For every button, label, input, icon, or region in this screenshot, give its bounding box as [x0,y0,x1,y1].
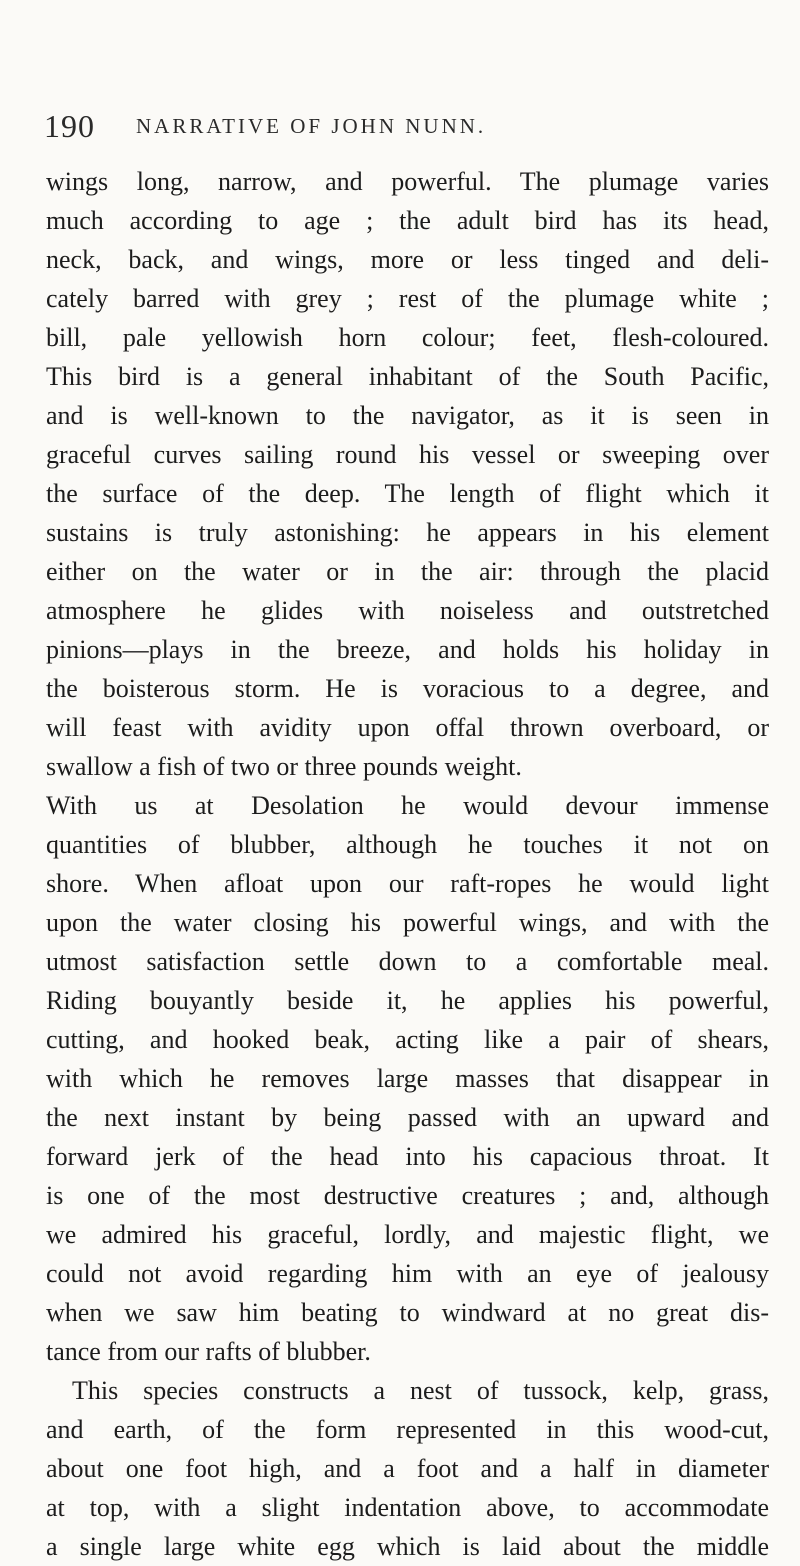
text-line: about one foot high, and a foot and a half in diameter [46,1454,769,1483]
text-line: tance from our rafts of blubber. [46,1337,371,1366]
text-line: with which he removes large masses that disappear in [46,1064,769,1093]
text-line: utmost satisfaction settle down to a comfortable meal. [46,947,769,976]
text-line: and is well-known to the navigator, as it is seen in [46,401,769,430]
text-line: the next instant by being passed with an upward and [46,1103,769,1132]
text-line: cutting, and hooked beak, acting like a pair of shears, [46,1025,769,1054]
text-line: shore. When afloat upon our raft-ropes he would light [46,869,769,898]
text-line: With us at Desolation he would devour immense [46,791,769,820]
text-line: and earth, of the form represented in this wood-cut, [46,1415,769,1444]
text-line: This bird is a general inhabitant of the South Pacific, [46,362,769,391]
text-line: upon the water closing his powerful wings, and with the [46,908,769,937]
text-line: This species constructs a nest of tussock, kelp, grass, [72,1376,769,1405]
text-line: much according to age ; the adult bird has its head, [46,206,769,235]
text-line: swallow a fish of two or three pounds weight. [46,752,522,781]
text-line: cately barred with grey ; rest of the plumage white ; [46,284,769,313]
text-line: Riding bouyantly beside it, he applies his powerful, [46,986,769,1015]
text-line: quantities of blubber, although he touches it not on [46,830,769,859]
text-line: neck, back, and wings, more or less tinged and deli- [46,245,769,274]
text-line: at top, with a slight indentation above, to accommodate [46,1493,769,1522]
text-line: we admired his graceful, lordly, and majestic flight, we [46,1220,769,1249]
text-line: bill, pale yellowish horn colour; feet, flesh-coloured. [46,323,769,352]
text-line: is one of the most destructive creatures ; and, although [46,1181,769,1210]
running-head: NARRATIVE OF JOHN NUNN. [136,114,487,138]
text-line: wings long, narrow, and powerful. The plumage varies [46,167,769,196]
text-line: sustains is truly astonishing: he appears in his element [46,518,769,547]
text-line: could not avoid regarding him with an eye of jealousy [46,1259,769,1288]
text-line: pinions—plays in the breeze, and holds his holiday in [46,635,769,664]
text-line: the surface of the deep. The length of flight which it [46,479,769,508]
text-line: the boisterous storm. He is voracious to a degree, and [46,674,769,703]
text-line: when we saw him beating to windward at no great dis- [46,1298,769,1327]
text-line: either on the water or in the air: through the placid [46,557,769,586]
text-line: will feast with avidity upon offal thrown overboard, or [46,713,769,742]
body-text [46,162,769,1566]
text-line: a single large white egg which is laid about the middle [46,1532,769,1561]
page-number: 190 [44,108,95,144]
text-line: atmosphere he glides with noiseless and outstretched [46,596,769,625]
text-line: graceful curves sailing round his vessel or sweeping over [46,440,769,469]
text-line: forward jerk of the head into his capacious throat. It [46,1142,769,1171]
page-header [44,108,784,148]
